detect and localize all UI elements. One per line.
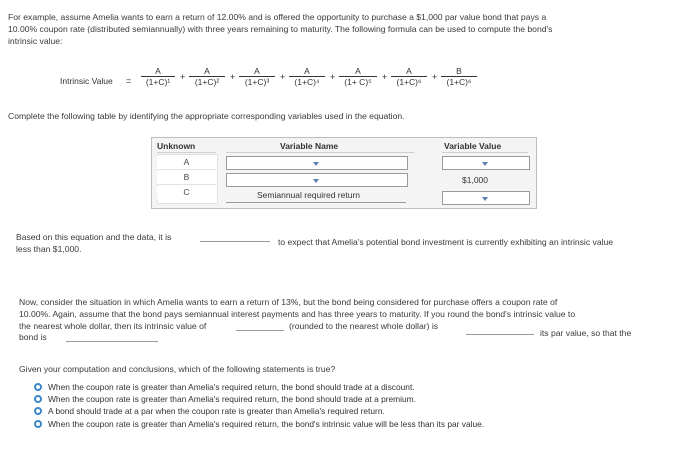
denominator: (1+C)³ [244,77,270,87]
fraction-term-6 [390,66,428,87]
denominator: (1+C)⁶ [446,77,472,87]
option-1-label[interactable]: When the coupon rate is greater than Amelia's required return, the bond should trade at a discount. [48,382,415,392]
numerator: A [406,66,412,76]
chevron-down-icon [313,162,319,166]
variable-name-c: Semiannual required return [257,190,361,200]
question-prompt: Given your computation and conclusions, which of the following statements is true? [19,364,336,374]
denominator: (1+C)⁴ [294,77,320,87]
variable-name-a-dropdown[interactable] [226,156,408,170]
bond-status-blank[interactable] [66,341,158,342]
variable-value-b: $1,000 [462,175,488,185]
table-instruction: Complete the following table by identifying the appropriate corresponding variables used in the equation. [8,111,405,121]
intro-line-2: 10.00% coupon rate (distributed semiannually) with three years remaining to maturity. The following formula can be used to compute the bond's [8,24,553,34]
conclusion-right: to expect that Amelia's potential bond investment is currently exhibiting an intrinsic value [278,237,614,247]
chevron-down-icon [482,197,488,201]
variable-value-a-dropdown[interactable] [442,156,530,170]
now-line-3c: its par value, so that the [540,328,632,338]
option-2-label[interactable]: When the coupon rate is greater than Amelia's required return, the bond should trade at a premium. [48,394,416,404]
fraction-term-3 [238,66,276,87]
option-1-radio[interactable] [34,383,42,391]
unknown-c: C [157,186,216,199]
equals-sign: = [126,76,132,86]
plus-sign: + [330,72,336,82]
option-4-label[interactable]: When the coupon rate is greater than Amelia's required return, the bond's intrinsic value will be less than its par value. [48,419,485,429]
numerator: A [355,66,361,76]
conclusion-left-1: Based on this equation and the data, it is [16,232,172,242]
unknown-b: B [157,171,216,185]
chevron-down-icon [313,179,319,183]
plus-sign: + [432,72,438,82]
fraction-term-5 [338,66,378,87]
denominator: (1+ C)⁵ [344,77,372,87]
now-line-1: Now, consider the situation in which Amelia wants to earn a return of 13%, but the bond being considered for purchase offers a coupon rate of [19,297,558,307]
chevron-down-icon [482,162,488,166]
plus-sign: + [180,72,186,82]
variables-table [151,137,537,209]
now-line-3a: the nearest whole dollar, then its intrinsic value of [19,321,207,331]
denominator: (1+C)⁶ [396,77,422,87]
fraction-term-1 [140,66,176,87]
now-line-4: bond is [19,332,47,342]
now-line-3b: (rounded to the nearest whole dollar) is [289,321,439,331]
conclusion-blank[interactable] [200,241,270,242]
header-variable-value: Variable Value [444,141,502,151]
now-line-2: 10.00%. Again, assume that the bond pays semiannual interest payments and has three years to maturity. If you round the bond's intrinsic value to [19,309,576,319]
fraction-term-4 [288,66,326,87]
plus-sign: + [280,72,286,82]
conclusion-left-2: less than $1,000. [16,244,82,254]
fraction-term-7 [440,66,478,87]
denominator: (1+C)² [194,77,220,87]
numerator: A [254,66,260,76]
denominator: (1+C)¹ [145,77,171,87]
plus-sign: + [382,72,388,82]
numerator: A [304,66,310,76]
numerator: B [456,66,462,76]
unknown-a: A [157,156,216,170]
option-4-radio[interactable] [34,420,42,428]
variable-name-b-dropdown[interactable] [226,173,408,187]
header-unknown: Unknown [157,141,196,151]
intro-line-1: For example, assume Amelia wants to earn a return of 12.00% and is offered the opportunity to purchase a $1,000 par value bond that pays a [8,12,547,22]
fraction-term-2 [188,66,226,87]
header-variable-name: Variable Name [280,141,339,151]
option-3-label[interactable]: A bond should trade at a par when the coupon rate is greater than Amelia's required return. [48,406,385,416]
option-3-radio[interactable] [34,407,42,415]
equation-label: Intrinsic Value [60,76,113,86]
variable-value-c-dropdown[interactable] [442,191,530,205]
intrinsic-value-blank[interactable] [236,330,284,331]
intro-line-3: intrinsic value: [8,36,63,46]
par-comparison-blank[interactable] [466,334,534,335]
option-2-radio[interactable] [34,395,42,403]
plus-sign: + [230,72,236,82]
numerator: A [155,66,161,76]
numerator: A [204,66,210,76]
